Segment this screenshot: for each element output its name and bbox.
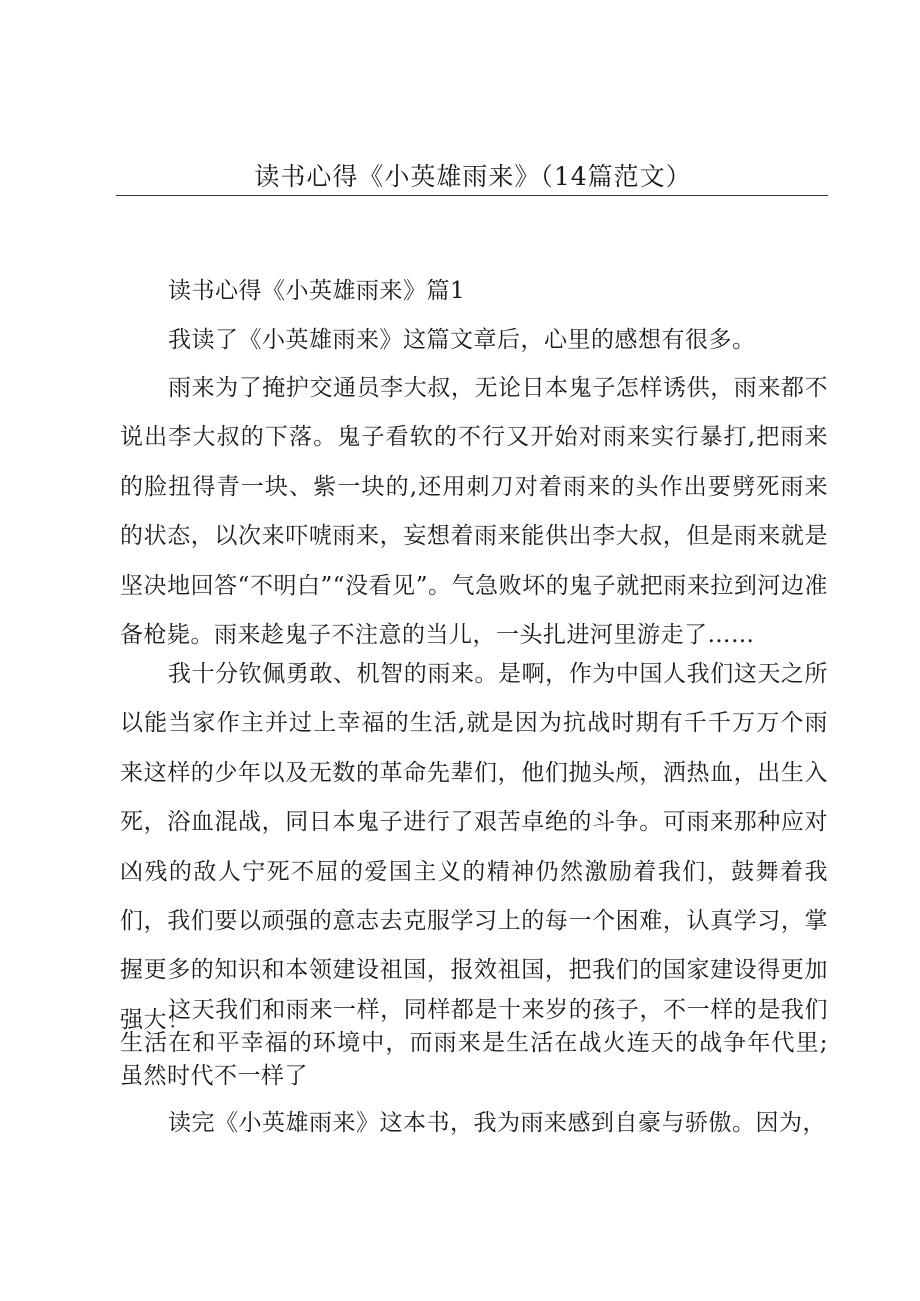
document-title: 读书心得《小英雄雨来》（14篇范文） [254, 162, 692, 191]
title-underline [116, 195, 828, 196]
section-heading: 读书心得《小英雄雨来》篇1 [168, 278, 466, 304]
paragraph-admiration: 我十分钦佩勇敢、机智的雨来。是啊，作为中国人我们这天之所以能当家作主并过上幸福的生活,就是因为抗战时期有千千万万个雨来这样的少年以及无数的革命先辈们，他们抛头颅，洒热血，出生入死，浴血混战，同日本鬼子进行了艰苦卓绝的斗争。可雨来那种应对凶残的敌人宁死不屈的爱国主义的精神仍然激励着我们，鼓舞着我们，我们要以顽强的意志去克服学习上的每一个困难，认真学习，掌握更多的知识和本领建设祖国，报效祖国，把我们的国家建设得更加强大！ [120, 661, 828, 1033]
paragraph-story: 雨来为了掩护交通员李大叔，无论日本鬼子怎样诱供，雨来都不说出李大叔的下落。鬼子看软的不行又开始对雨来实行暴打,把雨来的脸扭得青一块、紫一块的,还用刺刀对着雨来的头作出要劈死雨来的状态，以次来吓唬雨来，妄想着雨来能供出李大叔，但是雨来就是坚决地回答“不明白”“没看见”。气急败坏的鬼子就把雨来拉到河边准备枪毙。雨来趁鬼子不注意的当儿，一头扎进河里游走了…… [120, 375, 828, 649]
paragraph-comparison: 这天我们和雨来一样，同样都是十来岁的孩子，不一样的是我们生活在和平幸福的环境中，而雨来是生活在战火连天的战争年代里;虽然时代不一样了 [120, 997, 828, 1089]
paragraph-intro: 我读了《小英雄雨来》这篇文章后，心里的感想有很多。 [168, 327, 756, 353]
paragraph-reflection: 读完《小英雄雨来》这本书，我为雨来感到自豪与骄傲。因为， [168, 1110, 826, 1136]
